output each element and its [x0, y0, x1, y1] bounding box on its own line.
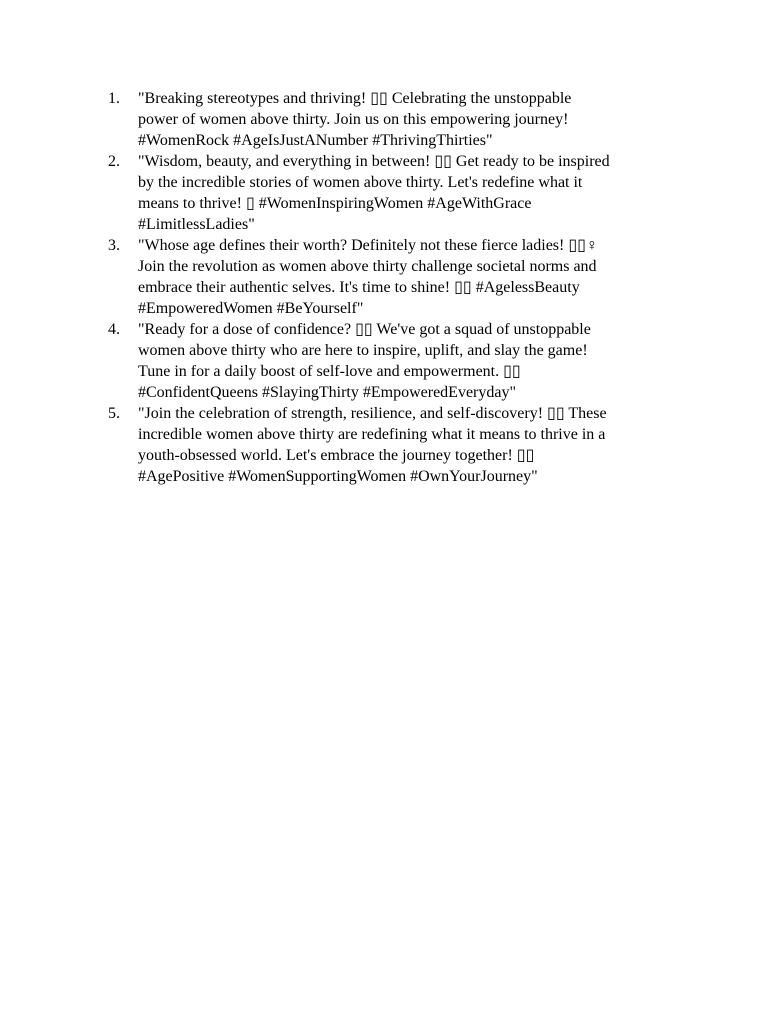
- item-number: 2.: [108, 153, 120, 170]
- item-number: 5.: [108, 405, 120, 422]
- item-number: 3.: [108, 237, 120, 254]
- item-line: embrace their authentic selves. It's time to shine! ▯▯ #AgelessBeauty: [138, 279, 580, 296]
- list-item: [108, 235, 684, 319]
- item-line: #EmpoweredWomen #BeYourself": [138, 300, 364, 317]
- item-line: "Wisdom, beauty, and everything in between! ▯▯ Get ready to be inspired: [138, 153, 610, 170]
- item-line: "Ready for a dose of confidence? ▯▯ We've got a squad of unstoppable: [138, 321, 591, 338]
- item-line: means to thrive! ▯ #WomenInspiringWomen #AgeWithGrace: [138, 195, 532, 212]
- item-number: 1.: [108, 90, 120, 107]
- item-line: women above thirty who are here to inspire, uplift, and slay the game!: [138, 342, 588, 359]
- item-line: "Join the celebration of strength, resilience, and self-discovery! ▯▯ These: [138, 405, 607, 422]
- item-line: youth-obsessed world. Let's embrace the journey together! ▯▯: [138, 447, 535, 464]
- item-line: "Breaking stereotypes and thriving! ▯▯ Celebrating the unstoppable: [138, 90, 572, 107]
- item-line: #ConfidentQueens #SlayingThirty #EmpoweredEveryday": [138, 384, 516, 401]
- list-item: [108, 151, 684, 235]
- item-line: Join the revolution as women above thirty challenge societal norms and: [138, 258, 597, 275]
- item-line: Tune in for a daily boost of self-love and empowerment. ▯▯: [138, 363, 521, 380]
- item-line: #LimitlessLadies": [138, 216, 255, 233]
- item-number: 4.: [108, 321, 120, 338]
- item-line: "Whose age defines their worth? Definitely not these fierce ladies! ▯▯♀: [138, 237, 598, 254]
- item-line: incredible women above thirty are redefining what it means to thrive in a: [138, 426, 606, 443]
- list-item: [108, 88, 684, 151]
- caption-list: [108, 88, 684, 487]
- item-line: by the incredible stories of women above thirty. Let's redefine what it: [138, 174, 583, 191]
- item-line: power of women above thirty. Join us on this empowering journey!: [138, 111, 569, 128]
- item-line: #WomenRock #AgeIsJustANumber #ThrivingThirties": [138, 132, 493, 149]
- item-line: #AgePositive #WomenSupportingWomen #OwnYourJourney": [138, 468, 538, 485]
- list-item: [108, 403, 684, 487]
- list-item: [108, 319, 684, 403]
